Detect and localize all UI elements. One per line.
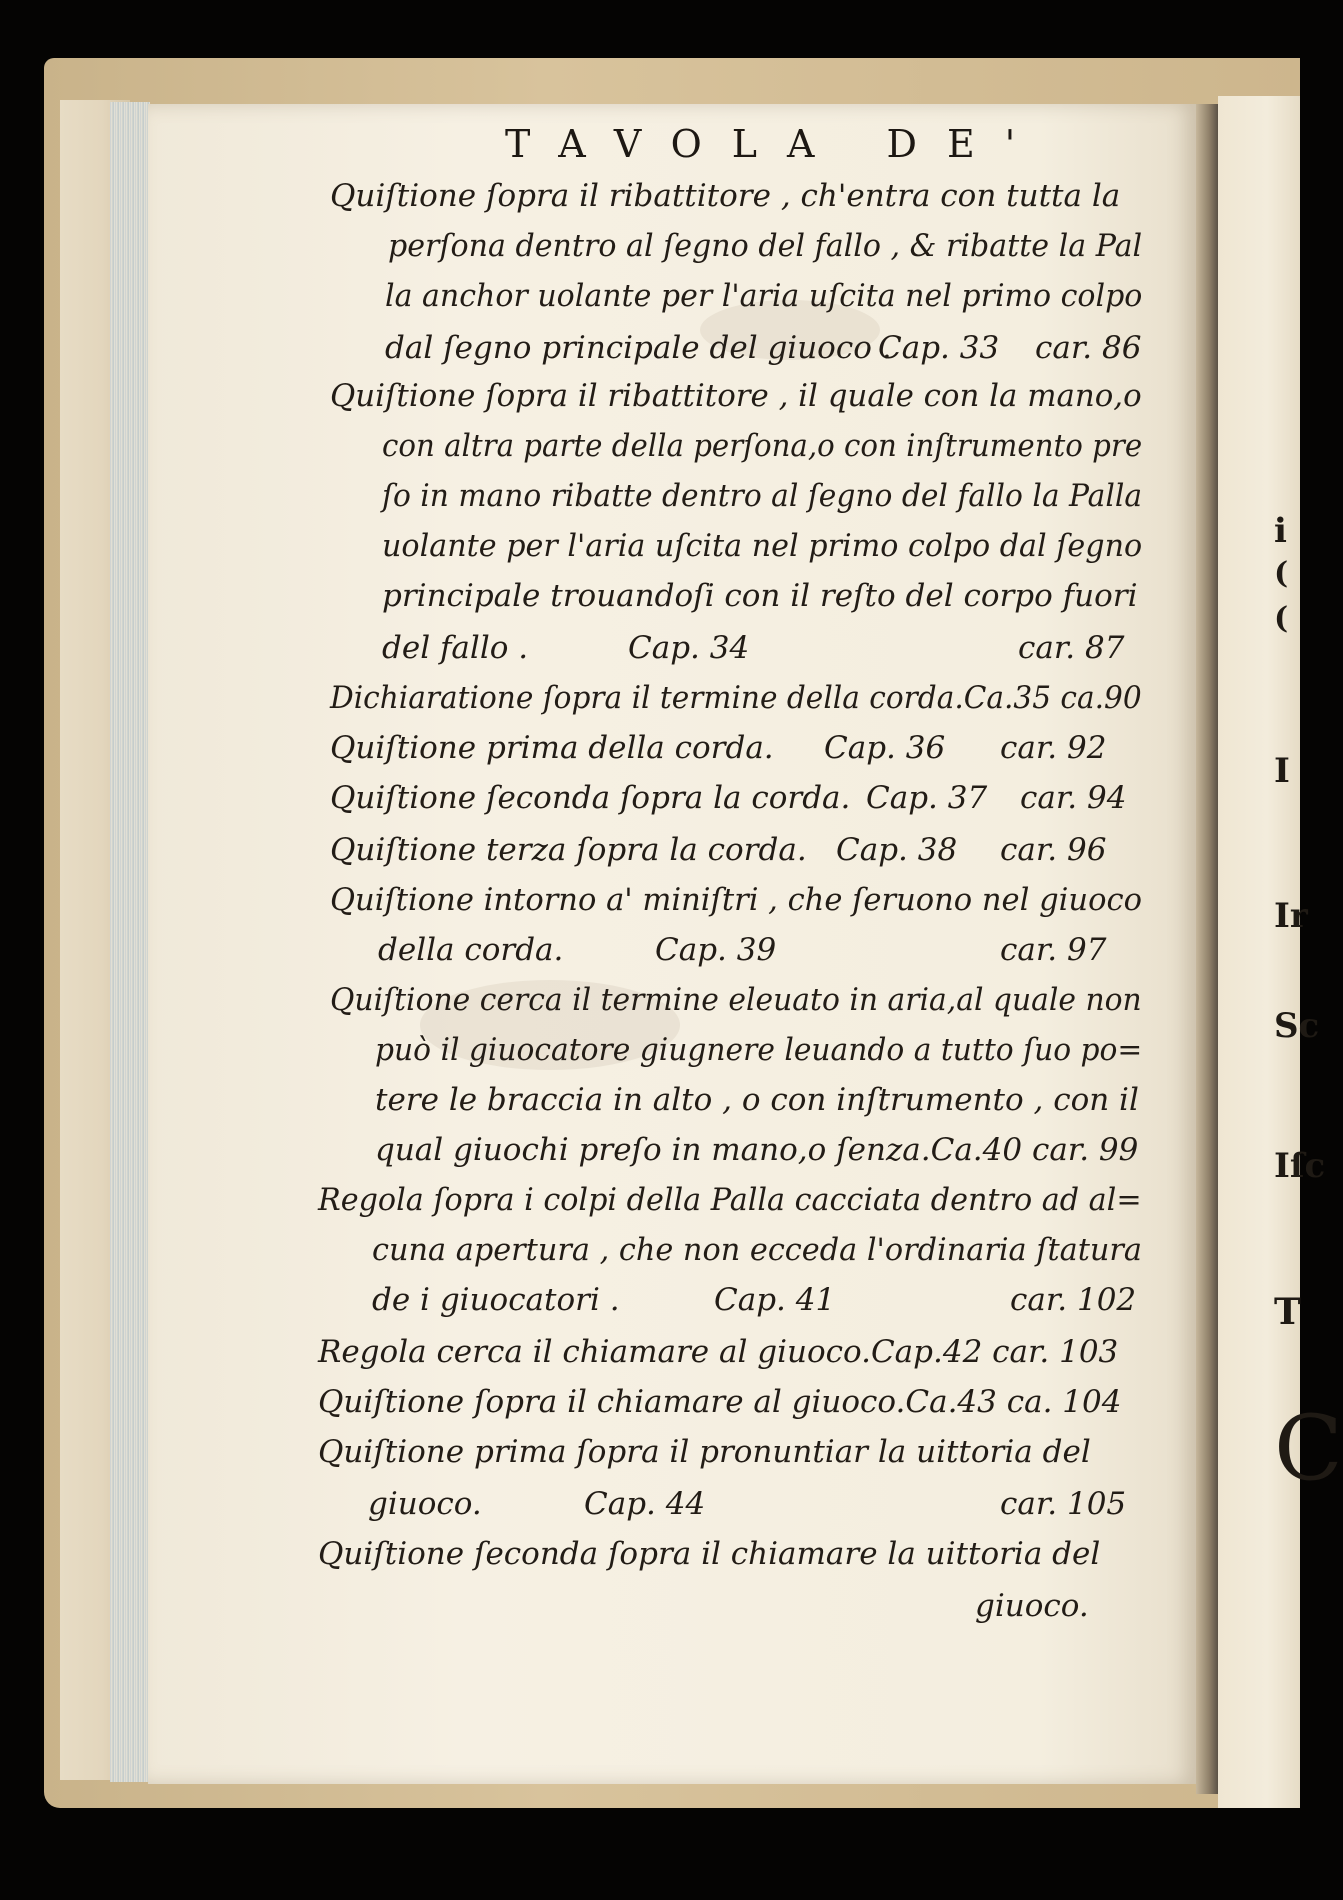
chapter-ref: Cap. 38 [836,832,958,868]
entry-line: tere le braccia in alto , o con inſtrumento , con il [375,1082,1139,1118]
entry-line: giuoco. [975,1588,1089,1624]
entry-line: la anchor uolante per l'aria uſcita nel primo colpo [385,278,1143,314]
next-page-fragment: C [1274,1396,1343,1501]
chapter-ref: Cap. 37 [866,780,988,816]
page-ref: car. 94 [1020,780,1127,816]
entry-line: principale trouandoſi con il reſto del corpo fuori [382,578,1138,614]
next-page-fragment: Ir [1274,896,1308,936]
next-page-fragment: ( [1274,556,1289,591]
entry-line: Quiſtione prima della corda. [330,730,774,766]
entry-line: Quiſtione intorno a' miniſtri , che ſeruono nel giuoco [330,882,1142,918]
entry-line: de i giuocatori . [372,1282,620,1318]
page-ref: car. 105 [1000,1486,1127,1522]
entry-line: Quiſtione ſeconda ſopra la corda. [330,780,851,816]
running-head: TAVOLA DE' [505,122,1046,166]
page-ref: car. 92 [1000,730,1107,766]
page-ref: car. 97 [1000,932,1107,968]
next-page-fragment: i [1274,511,1287,551]
entry-line: Quiſtione ſopra il ribattitore , ch'entra con tutta la [330,178,1121,214]
next-page-fragment: I [1274,751,1290,791]
page-gutter [1196,104,1218,1794]
chapter-ref: Cap. 44 [584,1486,706,1522]
entry-line: Regola cerca il chiamare al giuoco.Cap.42 car. 103 [318,1334,1119,1370]
entry-line: della corda. [378,932,564,968]
chapter-ref: Cap. 41 [714,1282,836,1318]
next-page-fragment: Sc [1274,1006,1320,1046]
page-edges [110,102,150,1782]
entry-line: Dichiaratione ſopra il termine della corda.Ca.35 ca.90 [330,680,1142,716]
next-page-fragment: T [1274,1291,1301,1333]
next-page-fragment: Iſc [1274,1146,1326,1186]
entry-line: cuna apertura , che non ecceda l'ordinaria ſtatura [372,1232,1142,1268]
entry-line: Quiſtione ſeconda ſopra il chiamare la uittoria del [318,1536,1101,1572]
page-ref: car. 86 [1035,330,1142,366]
entry-line: Regola ſopra i colpi della Palla cacciata dentro ad al= [318,1182,1142,1218]
entry-line: perſona dentro al ſegno del fallo , & ribatte la Pal [388,228,1143,264]
entry-line: può il giuocatore giugnere leuando a tutto ſuo po= [375,1032,1143,1068]
entry-line: Quiſtione ſopra il chiamare al giuoco.Ca.43 ca. 104 [318,1384,1122,1420]
entry-line: uolante per l'aria uſcita nel primo colpo dal ſegno [382,528,1143,564]
chapter-ref: Cap. 36 [824,730,946,766]
entry-line: dal ſegno principale del giuoco . [385,330,892,366]
entry-line: Quiſtione cerca il termine eleuato in aria,al quale non [330,982,1142,1018]
entry-line: Quiſtione prima ſopra il pronuntiar la uittoria del [318,1434,1091,1470]
entry-line: Quiſtione terza ſopra la corda. [330,832,807,868]
page-ref: car. 87 [1018,630,1125,666]
chapter-ref: Cap. 34 [628,630,750,666]
entry-line: del fallo . [382,630,529,666]
entry-line: Quiſtione ſopra il ribattitore , il quale con la mano,o [330,378,1142,414]
chapter-ref: Cap. 33 [878,330,1000,366]
next-page [1218,96,1343,1808]
next-page-fragment: ( [1274,601,1289,636]
page-ref: car. 102 [1010,1282,1137,1318]
entry-line: giuoco. [368,1486,482,1522]
entry-line: qual giuochi preſo in mano,o ſenza.Ca.40 car. 99 [375,1132,1139,1168]
entry-line: con altra parte della perſona,o con inſtrumento pre [382,428,1143,464]
chapter-ref: Cap. 39 [655,932,777,968]
page-ref: car. 96 [1000,832,1107,868]
entry-line: ſo in mano ribatte dentro al ſegno del fallo la Palla [382,478,1143,514]
